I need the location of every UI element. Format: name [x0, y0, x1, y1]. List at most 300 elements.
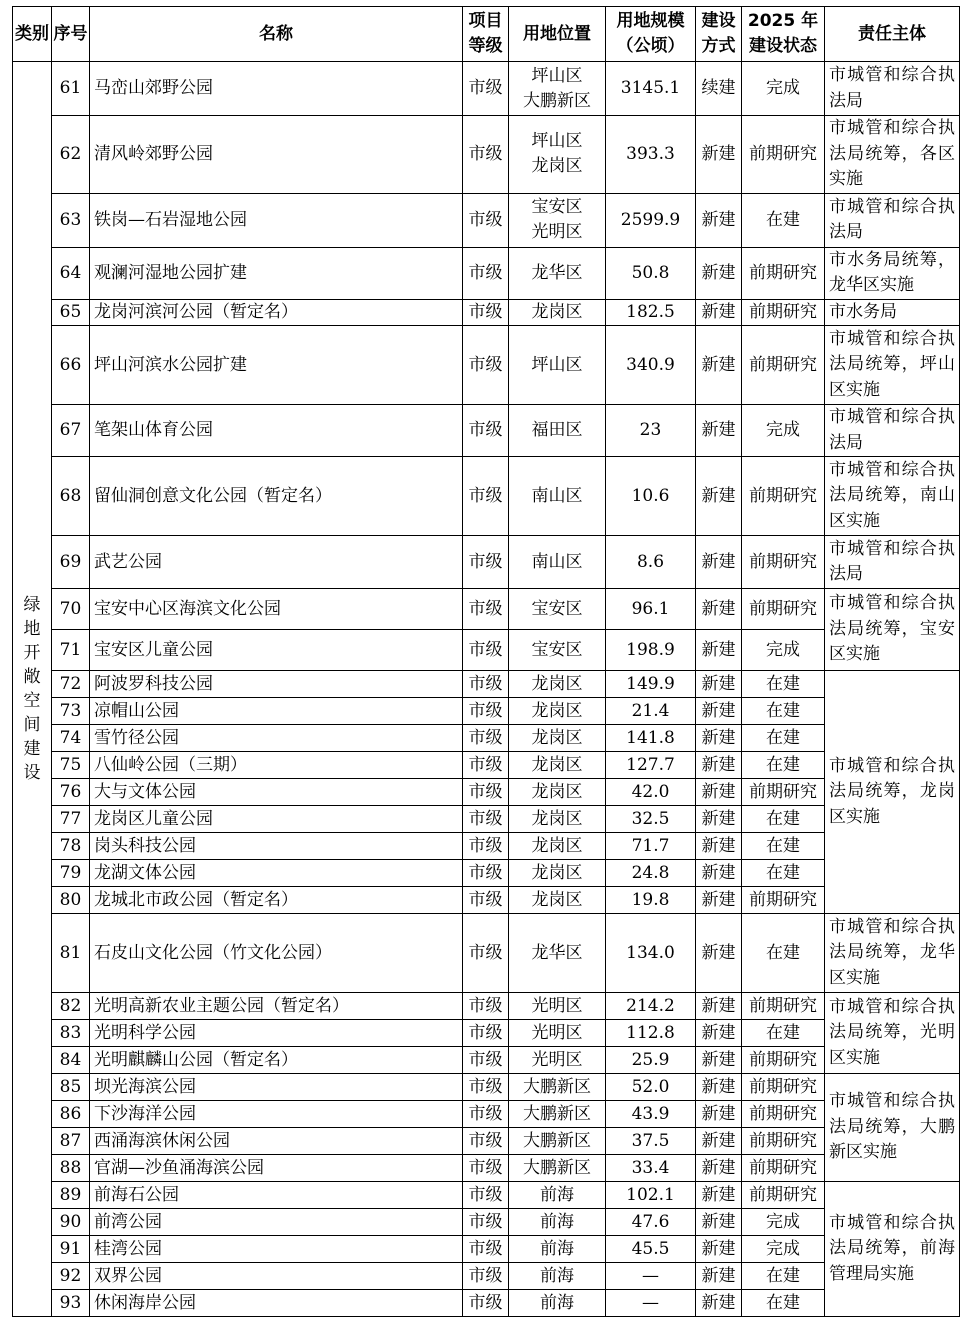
- status-cell: 在建: [742, 193, 825, 247]
- method-cell: 新建: [696, 993, 742, 1020]
- table-header-row: [13, 7, 960, 62]
- area-cell: 47.6: [606, 1209, 696, 1236]
- location-cell: 南山区: [509, 536, 606, 589]
- seq-cell: 70: [52, 589, 90, 630]
- method-cell: 新建: [696, 860, 742, 887]
- status-cell: 前期研究: [742, 299, 825, 326]
- status-cell: 在建: [742, 725, 825, 752]
- location-cell: 龙岗区: [509, 299, 606, 326]
- area-cell: 141.8: [606, 725, 696, 752]
- level-cell: 市级: [463, 806, 509, 833]
- status-cell: 在建: [742, 752, 825, 779]
- level-cell: 市级: [463, 779, 509, 806]
- table-row: [13, 457, 960, 536]
- header-level: 项目等级: [463, 7, 509, 62]
- method-cell: 新建: [696, 887, 742, 914]
- method-cell: 新建: [696, 326, 742, 405]
- status-cell: 前期研究: [742, 1182, 825, 1209]
- table-row: [13, 1101, 960, 1128]
- level-cell: 市级: [463, 536, 509, 589]
- seq-cell: 90: [52, 1209, 90, 1236]
- name-cell: 留仙洞创意文化公园（暂定名）: [90, 457, 463, 536]
- status-cell: 在建: [742, 671, 825, 698]
- table-row: [13, 806, 960, 833]
- location-cell: 坪山区 大鹏新区: [509, 62, 606, 116]
- seq-cell: 73: [52, 698, 90, 725]
- location-cell: 坪山区 龙岗区: [509, 116, 606, 194]
- table-row: [13, 1182, 960, 1209]
- name-cell: 龙岗河滨河公园（暂定名）: [90, 299, 463, 326]
- method-cell: 新建: [696, 1155, 742, 1182]
- area-cell: 33.4: [606, 1155, 696, 1182]
- method-cell: 新建: [696, 698, 742, 725]
- name-cell: 马峦山郊野公园: [90, 62, 463, 116]
- table-row: [13, 671, 960, 698]
- location-cell: 龙华区: [509, 247, 606, 299]
- level-cell: 市级: [463, 116, 509, 194]
- category-cell: [13, 62, 52, 1317]
- table-row: [13, 630, 960, 671]
- seq-cell: 80: [52, 887, 90, 914]
- level-cell: 市级: [463, 1101, 509, 1128]
- method-cell: 新建: [696, 405, 742, 457]
- method-cell: 新建: [696, 1074, 742, 1101]
- status-cell: 前期研究: [742, 326, 825, 405]
- level-cell: 市级: [463, 326, 509, 405]
- area-cell: 2599.9: [606, 193, 696, 247]
- level-cell: 市级: [463, 1209, 509, 1236]
- name-cell: 前湾公园: [90, 1209, 463, 1236]
- location-cell: 龙岗区: [509, 860, 606, 887]
- area-cell: 42.0: [606, 779, 696, 806]
- seq-cell: 65: [52, 299, 90, 326]
- method-cell: 新建: [696, 1047, 742, 1074]
- seq-cell: 89: [52, 1182, 90, 1209]
- seq-cell: 76: [52, 779, 90, 806]
- area-cell: 340.9: [606, 326, 696, 405]
- method-cell: 新建: [696, 589, 742, 630]
- status-cell: 前期研究: [742, 1155, 825, 1182]
- level-cell: 市级: [463, 725, 509, 752]
- seq-cell: 79: [52, 860, 90, 887]
- owner-cell: 市城管和综合执法局统筹，南山区实施: [825, 457, 960, 536]
- category-char: 空: [23, 691, 41, 711]
- area-cell: 21.4: [606, 698, 696, 725]
- method-cell: 新建: [696, 1182, 742, 1209]
- table-row: [13, 1155, 960, 1182]
- seq-cell: 63: [52, 193, 90, 247]
- location-cell: 坪山区: [509, 326, 606, 405]
- status-cell: 完成: [742, 1209, 825, 1236]
- seq-cell: 91: [52, 1236, 90, 1263]
- table-row: [13, 193, 960, 247]
- method-cell: 续建: [696, 62, 742, 116]
- location-cell: 宝安区: [509, 589, 606, 630]
- location-cell: 大鹏新区: [509, 1155, 606, 1182]
- name-cell: 前海石公园: [90, 1182, 463, 1209]
- name-cell: 坝光海滨公园: [90, 1074, 463, 1101]
- method-cell: 新建: [696, 1209, 742, 1236]
- name-cell: 下沙海洋公园: [90, 1101, 463, 1128]
- header-status: 2025 年建设状态: [742, 7, 825, 62]
- method-cell: 新建: [696, 806, 742, 833]
- location-cell: 宝安区 光明区: [509, 193, 606, 247]
- level-cell: 市级: [463, 1020, 509, 1047]
- seq-cell: 83: [52, 1020, 90, 1047]
- header-area: 用地规模（公顷）: [606, 7, 696, 62]
- method-cell: 新建: [696, 1236, 742, 1263]
- seq-cell: 88: [52, 1155, 90, 1182]
- name-cell: 铁岗—石岩湿地公园: [90, 193, 463, 247]
- level-cell: 市级: [463, 833, 509, 860]
- status-cell: 在建: [742, 833, 825, 860]
- method-cell: 新建: [696, 536, 742, 589]
- category-char: 开: [23, 643, 41, 663]
- seq-cell: 85: [52, 1074, 90, 1101]
- location-cell: 龙岗区: [509, 779, 606, 806]
- status-cell: 在建: [742, 860, 825, 887]
- table-row: [13, 1236, 960, 1263]
- table-row: [13, 698, 960, 725]
- level-cell: 市级: [463, 62, 509, 116]
- seq-cell: 93: [52, 1290, 90, 1317]
- location-cell: 龙岗区: [509, 725, 606, 752]
- seq-cell: 67: [52, 405, 90, 457]
- seq-cell: 81: [52, 914, 90, 993]
- area-cell: —: [606, 1263, 696, 1290]
- level-cell: 市级: [463, 247, 509, 299]
- name-cell: 光明科学公园: [90, 1020, 463, 1047]
- name-cell: 西涌海滨休闲公园: [90, 1128, 463, 1155]
- level-cell: 市级: [463, 1290, 509, 1317]
- table-row: [13, 1290, 960, 1317]
- location-cell: 龙华区: [509, 914, 606, 993]
- location-cell: 光明区: [509, 1047, 606, 1074]
- table-row: [13, 299, 960, 326]
- category-char: 绿: [23, 595, 41, 615]
- table-row: [13, 887, 960, 914]
- level-cell: 市级: [463, 1128, 509, 1155]
- owner-cell: 市城管和综合执法局统筹，龙华区实施: [825, 914, 960, 993]
- header-seq: 序号: [52, 7, 90, 62]
- area-cell: 52.0: [606, 1074, 696, 1101]
- header-method: 建设方式: [696, 7, 742, 62]
- area-cell: —: [606, 1290, 696, 1317]
- status-cell: 前期研究: [742, 1128, 825, 1155]
- name-cell: 石皮山文化公园（竹文化公园）: [90, 914, 463, 993]
- owner-cell: 市水务局: [825, 299, 960, 326]
- table-row: [13, 725, 960, 752]
- owner-cell: 市城管和综合执法局: [825, 62, 960, 116]
- status-cell: 在建: [742, 1290, 825, 1317]
- level-cell: 市级: [463, 698, 509, 725]
- level-cell: 市级: [463, 1263, 509, 1290]
- seq-cell: 87: [52, 1128, 90, 1155]
- name-cell: 光明麒麟山公园（暂定名）: [90, 1047, 463, 1074]
- table-row: [13, 779, 960, 806]
- owner-cell: 市城管和综合执法局统筹，大鹏新区实施: [825, 1074, 960, 1182]
- method-cell: 新建: [696, 1263, 742, 1290]
- location-cell: 龙岗区: [509, 887, 606, 914]
- method-cell: 新建: [696, 1290, 742, 1317]
- name-cell: 武艺公园: [90, 536, 463, 589]
- owner-cell: 市城管和综合执法局统筹，龙岗区实施: [825, 671, 960, 914]
- name-cell: 笔架山体育公园: [90, 405, 463, 457]
- seq-cell: 78: [52, 833, 90, 860]
- status-cell: 完成: [742, 630, 825, 671]
- method-cell: 新建: [696, 630, 742, 671]
- location-cell: 前海: [509, 1182, 606, 1209]
- area-cell: 198.9: [606, 630, 696, 671]
- level-cell: 市级: [463, 752, 509, 779]
- name-cell: 双界公园: [90, 1263, 463, 1290]
- method-cell: 新建: [696, 725, 742, 752]
- header-location: 用地位置: [509, 7, 606, 62]
- table-row: [13, 589, 960, 630]
- name-cell: 阿波罗科技公园: [90, 671, 463, 698]
- area-cell: 10.6: [606, 457, 696, 536]
- seq-cell: 72: [52, 671, 90, 698]
- seq-cell: 75: [52, 752, 90, 779]
- area-cell: 149.9: [606, 671, 696, 698]
- status-cell: 完成: [742, 1236, 825, 1263]
- name-cell: 龙岗区儿童公园: [90, 806, 463, 833]
- area-cell: 214.2: [606, 993, 696, 1020]
- name-cell: 桂湾公园: [90, 1236, 463, 1263]
- method-cell: 新建: [696, 1101, 742, 1128]
- level-cell: 市级: [463, 457, 509, 536]
- name-cell: 大与文体公园: [90, 779, 463, 806]
- method-cell: 新建: [696, 193, 742, 247]
- status-cell: 前期研究: [742, 779, 825, 806]
- name-cell: 雪竹径公园: [90, 725, 463, 752]
- table-row: [13, 833, 960, 860]
- method-cell: 新建: [696, 299, 742, 326]
- owner-cell: 市水务局统筹，龙华区实施: [825, 247, 960, 299]
- level-cell: 市级: [463, 993, 509, 1020]
- header-category: 类别: [13, 7, 52, 62]
- table-row: [13, 993, 960, 1020]
- owner-cell: 市城管和综合执法局统筹，光明区实施: [825, 993, 960, 1074]
- area-cell: 127.7: [606, 752, 696, 779]
- seq-cell: 64: [52, 247, 90, 299]
- status-cell: 完成: [742, 62, 825, 116]
- location-cell: 前海: [509, 1236, 606, 1263]
- projects-table: [12, 6, 960, 1317]
- method-cell: 新建: [696, 1128, 742, 1155]
- location-cell: 大鹏新区: [509, 1101, 606, 1128]
- owner-cell: 市城管和综合执法局: [825, 193, 960, 247]
- area-cell: 37.5: [606, 1128, 696, 1155]
- category-char: 敞: [23, 667, 41, 687]
- table-row: [13, 1263, 960, 1290]
- level-cell: 市级: [463, 1182, 509, 1209]
- document-sheet: [12, 6, 959, 1317]
- owner-cell: 市城管和综合执法局统筹，坪山区实施: [825, 326, 960, 405]
- category-char: 地: [23, 619, 41, 639]
- name-cell: 宝安中心区海滨文化公园: [90, 589, 463, 630]
- location-cell: 龙岗区: [509, 698, 606, 725]
- status-cell: 在建: [742, 698, 825, 725]
- category-char: 间: [23, 715, 41, 735]
- header-owner: 责任主体: [825, 7, 960, 62]
- location-cell: 前海: [509, 1290, 606, 1317]
- owner-cell: 市城管和综合执法局: [825, 405, 960, 457]
- seq-cell: 61: [52, 62, 90, 116]
- name-cell: 八仙岭公园（三期）: [90, 752, 463, 779]
- area-cell: 3145.1: [606, 62, 696, 116]
- category-char: 设: [23, 763, 41, 783]
- table-row: [13, 536, 960, 589]
- area-cell: 112.8: [606, 1020, 696, 1047]
- method-cell: 新建: [696, 457, 742, 536]
- status-cell: 在建: [742, 1020, 825, 1047]
- method-cell: 新建: [696, 914, 742, 993]
- table-row: [13, 326, 960, 405]
- status-cell: 在建: [742, 806, 825, 833]
- status-cell: 前期研究: [742, 116, 825, 194]
- location-cell: 大鹏新区: [509, 1128, 606, 1155]
- level-cell: 市级: [463, 914, 509, 993]
- location-cell: 大鹏新区: [509, 1074, 606, 1101]
- name-cell: 龙湖文体公园: [90, 860, 463, 887]
- level-cell: 市级: [463, 299, 509, 326]
- location-cell: 龙岗区: [509, 671, 606, 698]
- seq-cell: 77: [52, 806, 90, 833]
- level-cell: 市级: [463, 887, 509, 914]
- status-cell: 前期研究: [742, 993, 825, 1020]
- level-cell: 市级: [463, 860, 509, 887]
- seq-cell: 74: [52, 725, 90, 752]
- status-cell: 完成: [742, 405, 825, 457]
- table-row: [13, 1020, 960, 1047]
- level-cell: 市级: [463, 630, 509, 671]
- status-cell: 前期研究: [742, 1074, 825, 1101]
- seq-cell: 86: [52, 1101, 90, 1128]
- area-cell: 24.8: [606, 860, 696, 887]
- owner-cell: 市城管和综合执法局统筹，前海管理局实施: [825, 1182, 960, 1317]
- location-cell: 南山区: [509, 457, 606, 536]
- header-name: 名称: [90, 7, 463, 62]
- location-cell: 福田区: [509, 405, 606, 457]
- method-cell: 新建: [696, 752, 742, 779]
- level-cell: 市级: [463, 1047, 509, 1074]
- name-cell: 宝安区儿童公园: [90, 630, 463, 671]
- level-cell: 市级: [463, 193, 509, 247]
- status-cell: 前期研究: [742, 457, 825, 536]
- location-cell: 宝安区: [509, 630, 606, 671]
- name-cell: 休闲海岸公园: [90, 1290, 463, 1317]
- seq-cell: 82: [52, 993, 90, 1020]
- table-row: [13, 62, 960, 116]
- area-cell: 50.8: [606, 247, 696, 299]
- location-cell: 龙岗区: [509, 833, 606, 860]
- area-cell: 45.5: [606, 1236, 696, 1263]
- seq-cell: 71: [52, 630, 90, 671]
- area-cell: 182.5: [606, 299, 696, 326]
- method-cell: 新建: [696, 247, 742, 299]
- location-cell: 前海: [509, 1263, 606, 1290]
- name-cell: 清风岭郊野公园: [90, 116, 463, 194]
- location-cell: 光明区: [509, 993, 606, 1020]
- level-cell: 市级: [463, 1155, 509, 1182]
- table-row: [13, 247, 960, 299]
- owner-cell: 市城管和综合执法局统筹，各区实施: [825, 116, 960, 194]
- seq-cell: 69: [52, 536, 90, 589]
- status-cell: 在建: [742, 1263, 825, 1290]
- name-cell: 凉帽山公园: [90, 698, 463, 725]
- seq-cell: 84: [52, 1047, 90, 1074]
- location-cell: 龙岗区: [509, 752, 606, 779]
- area-cell: 25.9: [606, 1047, 696, 1074]
- method-cell: 新建: [696, 833, 742, 860]
- location-cell: 前海: [509, 1209, 606, 1236]
- table-row: [13, 1074, 960, 1101]
- seq-cell: 62: [52, 116, 90, 194]
- table-row: [13, 914, 960, 993]
- status-cell: 前期研究: [742, 1047, 825, 1074]
- category-char: 建: [23, 739, 41, 759]
- status-cell: 前期研究: [742, 536, 825, 589]
- location-cell: 光明区: [509, 1020, 606, 1047]
- table-row: [13, 1047, 960, 1074]
- name-cell: 光明高新农业主题公园（暂定名）: [90, 993, 463, 1020]
- area-cell: 102.1: [606, 1182, 696, 1209]
- area-cell: 96.1: [606, 589, 696, 630]
- level-cell: 市级: [463, 589, 509, 630]
- area-cell: 43.9: [606, 1101, 696, 1128]
- seq-cell: 68: [52, 457, 90, 536]
- owner-cell: 市城管和综合执法局: [825, 536, 960, 589]
- method-cell: 新建: [696, 779, 742, 806]
- area-cell: 393.3: [606, 116, 696, 194]
- status-cell: 前期研究: [742, 589, 825, 630]
- seq-cell: 92: [52, 1263, 90, 1290]
- owner-cell: 市城管和综合执法局统筹，宝安区实施: [825, 589, 960, 671]
- level-cell: 市级: [463, 1236, 509, 1263]
- status-cell: 前期研究: [742, 887, 825, 914]
- area-cell: 19.8: [606, 887, 696, 914]
- status-cell: 前期研究: [742, 247, 825, 299]
- area-cell: 8.6: [606, 536, 696, 589]
- location-cell: 龙岗区: [509, 806, 606, 833]
- status-cell: 前期研究: [742, 1101, 825, 1128]
- area-cell: 23: [606, 405, 696, 457]
- name-cell: 观澜河湿地公园扩建: [90, 247, 463, 299]
- level-cell: 市级: [463, 1074, 509, 1101]
- name-cell: 岗头科技公园: [90, 833, 463, 860]
- area-cell: 71.7: [606, 833, 696, 860]
- level-cell: 市级: [463, 405, 509, 457]
- method-cell: 新建: [696, 1020, 742, 1047]
- method-cell: 新建: [696, 116, 742, 194]
- table-row: [13, 405, 960, 457]
- level-cell: 市级: [463, 671, 509, 698]
- table-row: [13, 1209, 960, 1236]
- area-cell: 32.5: [606, 806, 696, 833]
- table-row: [13, 752, 960, 779]
- status-cell: 在建: [742, 914, 825, 993]
- name-cell: 官湖—沙鱼涌海滨公园: [90, 1155, 463, 1182]
- name-cell: 龙城北市政公园（暂定名）: [90, 887, 463, 914]
- area-cell: 134.0: [606, 914, 696, 993]
- method-cell: 新建: [696, 671, 742, 698]
- table-body: [13, 62, 960, 1317]
- seq-cell: 66: [52, 326, 90, 405]
- name-cell: 坪山河滨水公园扩建: [90, 326, 463, 405]
- table-row: [13, 1128, 960, 1155]
- table-row: [13, 860, 960, 887]
